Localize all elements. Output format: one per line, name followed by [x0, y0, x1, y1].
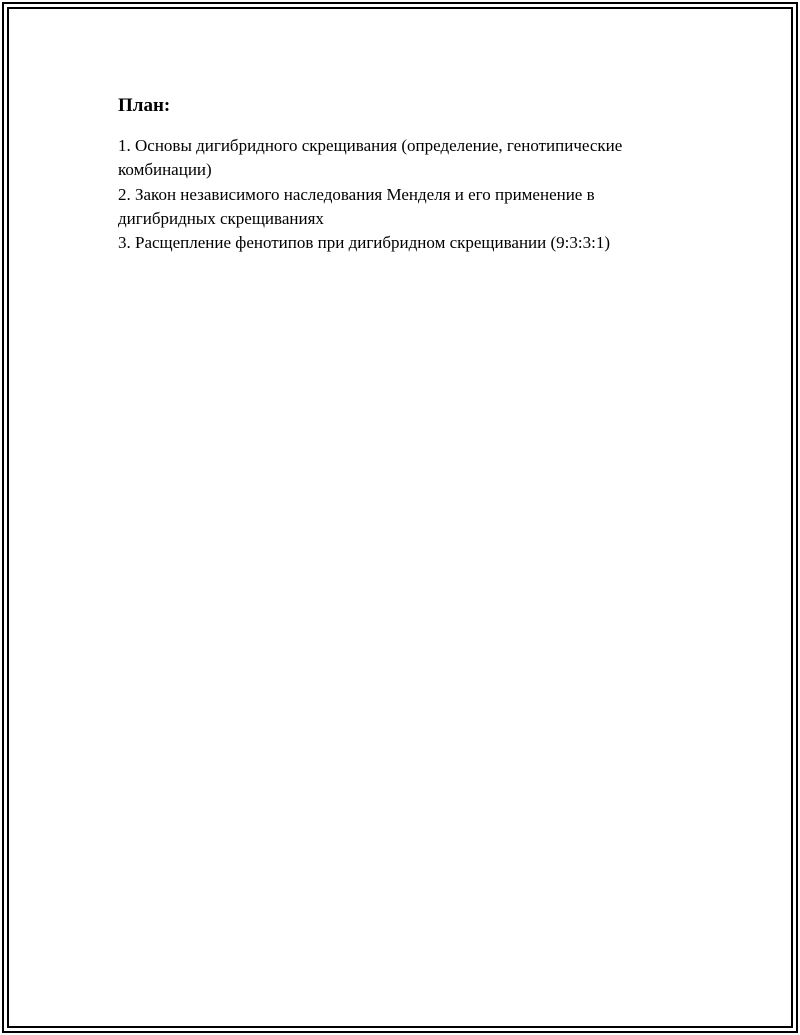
plan-item-3: 3. Расщепление фенотипов при дигибридном скрещивании (9:3:3:1): [118, 233, 610, 253]
plan-item-2: 2. Закон независимого наследования Менделя и его применение в дигибридных скрещиваниях: [118, 184, 595, 228]
plan-item-1: 1. Основы дигибридного скрещивания (определение, генотипические комбинации): [118, 136, 623, 180]
plan-list: [118, 134, 678, 255]
plan-section: [118, 94, 678, 255]
plan-heading: План:: [118, 95, 171, 116]
